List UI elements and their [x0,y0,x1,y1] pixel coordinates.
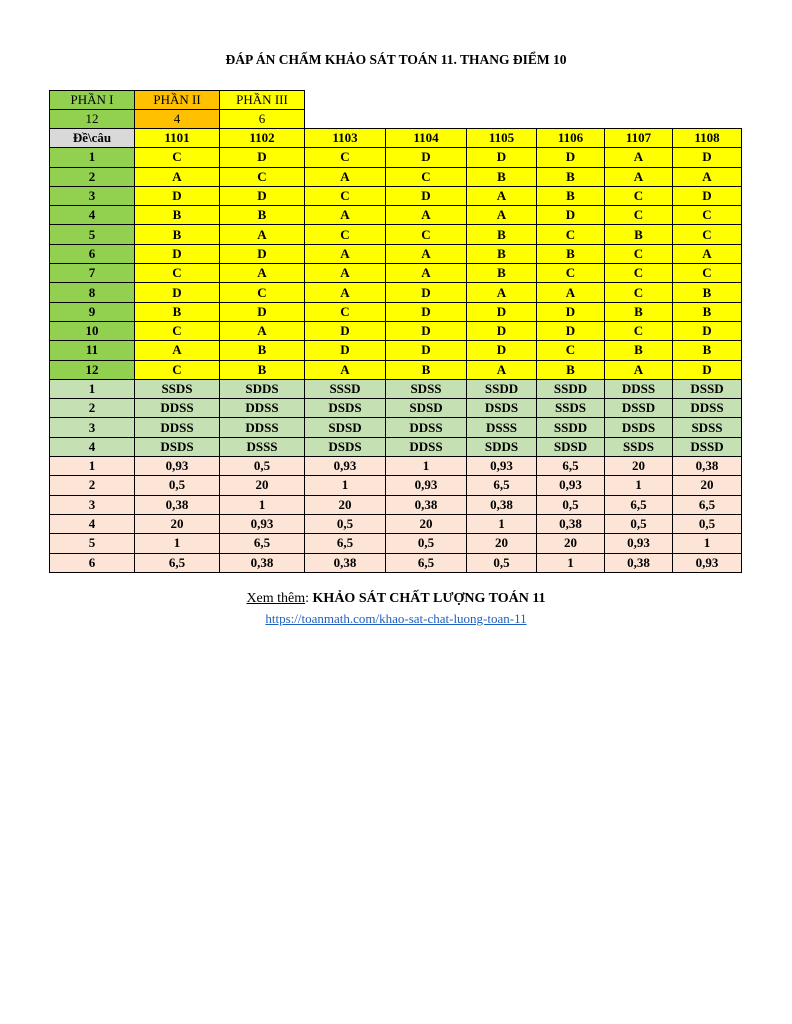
answer-cell: D [467,321,537,340]
answer-cell: C [305,148,386,167]
answer-cell: DSDS [605,418,673,437]
answer-cell: SSDD [537,418,605,437]
answer-cell: SDSS [386,379,467,398]
answer-cell: 1 [605,476,673,495]
question-number: 4 [50,437,135,456]
answer-cell: A [305,360,386,379]
question-number: 6 [50,244,135,263]
answer-cell: C [605,283,673,302]
answer-cell: D [220,186,305,205]
answer-cell: 20 [305,495,386,514]
question-number: 8 [50,283,135,302]
answer-cell: 0,5 [537,495,605,514]
answer-cell: 1 [386,457,467,476]
part1-row [50,321,742,340]
answer-cell: A [220,321,305,340]
answer-cell: 6,5 [386,553,467,572]
answer-cell: A [135,167,220,186]
part3-row [50,534,742,553]
answer-cell: D [135,244,220,263]
answer-cell: D [386,186,467,205]
answer-cell: 1 [673,534,742,553]
answer-cell: 20 [605,457,673,476]
answer-cell: SDSD [386,399,467,418]
part1-row [50,341,742,360]
answer-cell: D [673,186,742,205]
answer-cell: 0,38 [305,553,386,572]
answer-cell: D [386,302,467,321]
part1-row [50,148,742,167]
answer-cell: DSSS [220,437,305,456]
question-number: 9 [50,302,135,321]
answer-cell: 1 [305,476,386,495]
answer-cell: B [537,167,605,186]
answer-cell: B [467,167,537,186]
answer-cell: 20 [220,476,305,495]
answer-cell: C [537,264,605,283]
answer-cell: C [605,264,673,283]
answer-cell: A [305,264,386,283]
question-number: 5 [50,225,135,244]
answer-cell: C [135,321,220,340]
answer-cell: B [605,225,673,244]
answer-cell: A [537,283,605,302]
answer-cell: A [305,244,386,263]
answer-cell: D [537,148,605,167]
answer-cell: 0,38 [537,514,605,533]
answer-cell: C [135,264,220,283]
part1-row [50,244,742,263]
answer-cell: A [467,283,537,302]
answer-cell: A [605,167,673,186]
answer-cell: DSSD [673,437,742,456]
answer-cell: SSDS [135,379,220,398]
question-number: 7 [50,264,135,283]
answer-cell: DDSS [220,418,305,437]
answer-cell: B [605,302,673,321]
answer-cell: C [605,321,673,340]
answer-cell: 0,5 [605,514,673,533]
answer-cell: SSDS [605,437,673,456]
answer-cell: C [386,167,467,186]
answer-cell: C [135,148,220,167]
answer-cell: A [605,360,673,379]
answer-cell: 20 [673,476,742,495]
answer-cell: D [386,148,467,167]
answer-cell: C [673,225,742,244]
answer-cell: D [673,148,742,167]
answer-cell: SDDS [220,379,305,398]
answer-cell: 20 [537,534,605,553]
answer-cell: A [673,167,742,186]
part1-row [50,167,742,186]
part1-row [50,283,742,302]
answer-cell: C [537,225,605,244]
answer-cell: 0,38 [135,495,220,514]
answer-cell: A [305,283,386,302]
part3-row [50,495,742,514]
answer-cell: 6,5 [467,476,537,495]
answer-cell: D [386,341,467,360]
question-number: 3 [50,418,135,437]
part1-count: 12 [50,110,135,129]
part2-row [50,418,742,437]
answer-cell: D [135,186,220,205]
answer-cell: SDSD [305,418,386,437]
part2-row [50,399,742,418]
answer-cell: B [537,244,605,263]
answer-cell: A [220,225,305,244]
answer-cell: B [220,360,305,379]
answer-cell: 0,93 [305,457,386,476]
answer-cell: 0,38 [386,495,467,514]
answer-cell: D [135,283,220,302]
exam-code: 1106 [537,129,605,148]
answer-cell: A [673,244,742,263]
answer-cell: DDSS [673,399,742,418]
part3-count: 6 [220,110,305,129]
question-number: 3 [50,495,135,514]
part3-row [50,476,742,495]
page-title: ĐÁP ÁN CHẤM KHẢO SÁT TOÁN 11. THANG ĐIỂM 10 [225,52,567,67]
answer-cell: C [605,186,673,205]
answer-cell: SSDS [537,399,605,418]
exam-code: 1108 [673,129,742,148]
question-number: 10 [50,321,135,340]
exam-code: 1101 [135,129,220,148]
answer-cell: DDSS [220,399,305,418]
answer-cell: C [305,186,386,205]
question-number: 5 [50,534,135,553]
answer-cell: 0,38 [673,457,742,476]
part1-row [50,206,742,225]
answer-cell: 0,93 [386,476,467,495]
answer-cell: C [220,167,305,186]
answer-cell: 6,5 [220,534,305,553]
question-number: 11 [50,341,135,360]
answer-cell: 0,5 [135,476,220,495]
answer-cell: D [673,321,742,340]
part2-row [50,379,742,398]
answer-cell: 20 [386,514,467,533]
parts-summary-table [49,90,305,129]
part3-row [50,553,742,572]
answer-cell: SDSS [673,418,742,437]
answer-cell: DDSS [386,418,467,437]
answer-cell: 0,93 [537,476,605,495]
answer-cell: D [537,302,605,321]
question-number: 2 [50,399,135,418]
answer-cell: 6,5 [305,534,386,553]
answer-cell: DDSS [135,399,220,418]
answer-cell: A [467,360,537,379]
part1-row [50,186,742,205]
answer-cell: SSDD [537,379,605,398]
answer-cell: D [305,321,386,340]
exam-code: 1105 [467,129,537,148]
answer-cell: 1 [537,553,605,572]
answer-cell: C [673,264,742,283]
answer-cell: D [386,283,467,302]
answer-cell: 0,38 [220,553,305,572]
answer-cell: B [135,302,220,321]
see-more-link[interactable]: https://toanmath.com/khao-sat-chat-luong-toan-11 [265,611,527,626]
exam-code: 1103 [305,129,386,148]
question-number: 1 [50,148,135,167]
answer-cell: D [537,321,605,340]
answer-cell: C [537,341,605,360]
part2-count: 4 [135,110,220,129]
answer-cell: A [467,186,537,205]
part3-row [50,514,742,533]
answer-cell: B [467,244,537,263]
part3-row [50,457,742,476]
part3-label: PHẦN III [220,91,305,110]
answer-cell: A [386,264,467,283]
answer-cell: 0,38 [467,495,537,514]
answer-cell: DDSS [135,418,220,437]
answer-cell: A [386,206,467,225]
see-more-title: KHẢO SÁT CHẤT LƯỢNG TOÁN 11 [312,591,546,606]
answer-cell: C [135,360,220,379]
answer-cell: 6,5 [605,495,673,514]
answer-cell: 1 [467,514,537,533]
exam-code: 1107 [605,129,673,148]
answer-cell: D [537,206,605,225]
answer-cell: B [673,341,742,360]
answer-cell: 0,93 [605,534,673,553]
answer-cell: C [220,283,305,302]
answer-cell: DSSD [605,399,673,418]
answer-cell: 0,5 [305,514,386,533]
answer-cell: DDSS [386,437,467,456]
answer-cell: 0,5 [220,457,305,476]
answer-cell: 20 [467,534,537,553]
question-number: 2 [50,167,135,186]
answer-cell: C [673,206,742,225]
answer-cell: D [305,341,386,360]
header-row [50,129,742,148]
answer-cell: 0,93 [220,514,305,533]
answer-cell: A [605,148,673,167]
answer-cell: C [605,244,673,263]
answer-cell: 0,5 [673,514,742,533]
answer-cell: B [220,206,305,225]
question-number: 1 [50,379,135,398]
answer-cell: DSDS [467,399,537,418]
question-number: 1 [50,457,135,476]
answer-cell: C [386,225,467,244]
answer-cell: 1 [220,495,305,514]
answer-cell: B [135,206,220,225]
answer-cell: A [135,341,220,360]
answer-cell: B [537,360,605,379]
question-number: 12 [50,360,135,379]
exam-code: 1102 [220,129,305,148]
answer-cell: 6,5 [537,457,605,476]
answer-cell: B [220,341,305,360]
answer-cell: SDDS [467,437,537,456]
answer-cell: A [386,244,467,263]
answer-cell: D [467,148,537,167]
part1-label: PHẦN I [50,91,135,110]
part1-row [50,302,742,321]
answer-cell: 0,93 [135,457,220,476]
answer-cell: D [386,321,467,340]
answer-cell: DSSS [467,418,537,437]
part2-row [50,437,742,456]
answer-cell: D [220,244,305,263]
see-more-line [0,591,792,607]
answer-cell: D [467,341,537,360]
answer-cell: 0,38 [605,553,673,572]
part1-row [50,360,742,379]
answer-cell: 0,93 [673,553,742,572]
answer-cell: SSSD [305,379,386,398]
answer-cell: B [467,225,537,244]
answer-cell: DDSS [605,379,673,398]
question-number: 4 [50,206,135,225]
answer-cell: A [305,206,386,225]
answer-cell: D [220,302,305,321]
answer-cell: 6,5 [135,553,220,572]
answer-cell: A [220,264,305,283]
part2-label: PHẦN II [135,91,220,110]
answer-cell: D [673,360,742,379]
answer-cell: B [673,283,742,302]
answer-cell: C [605,206,673,225]
answer-cell: SDSD [537,437,605,456]
answer-cell: B [605,341,673,360]
answer-cell: SSDD [467,379,537,398]
answer-cell: DSDS [305,437,386,456]
answer-cell: 0,5 [467,553,537,572]
question-number: 2 [50,476,135,495]
part1-row [50,225,742,244]
answer-cell: B [386,360,467,379]
question-number: 3 [50,186,135,205]
answer-cell: A [305,167,386,186]
part1-row [50,264,742,283]
answer-cell: DSSD [673,379,742,398]
answer-cell: DSDS [135,437,220,456]
corner-cell: Đề\câu [50,129,135,148]
question-number: 4 [50,514,135,533]
question-number: 6 [50,553,135,572]
answer-cell: 6,5 [673,495,742,514]
answer-cell: B [135,225,220,244]
answer-cell: DSDS [305,399,386,418]
answer-cell: 0,93 [467,457,537,476]
answer-cell: D [220,148,305,167]
answer-cell: C [305,225,386,244]
answer-cell: B [673,302,742,321]
exam-code: 1104 [386,129,467,148]
answer-cell: C [305,302,386,321]
answer-cell: D [467,302,537,321]
answer-cell: 0,5 [386,534,467,553]
answer-key-table [49,128,742,573]
see-more-colon: : [305,591,313,606]
answer-cell: 1 [135,534,220,553]
answer-cell: A [467,206,537,225]
answer-cell: 20 [135,514,220,533]
answer-cell: B [467,264,537,283]
answer-cell: B [537,186,605,205]
see-more-label: Xem thêm [246,591,306,606]
